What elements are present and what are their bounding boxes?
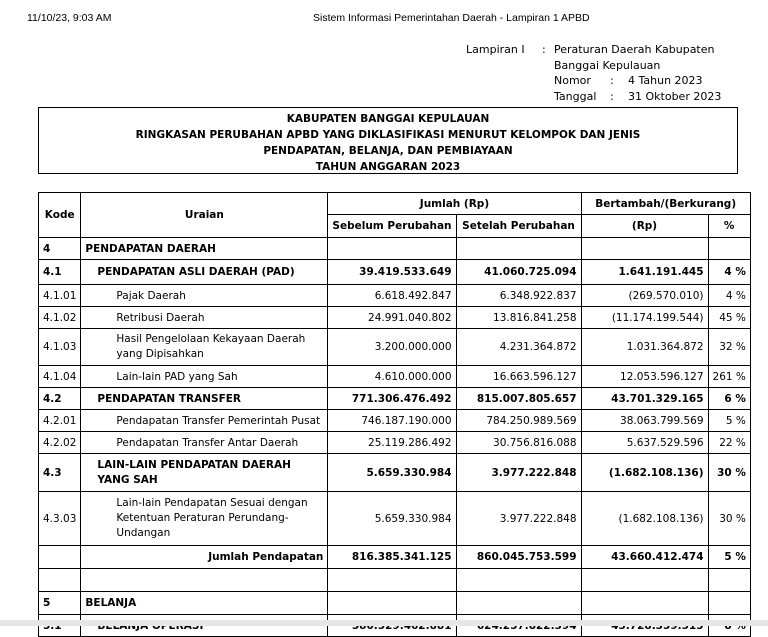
- lampiran-colon: :: [542, 43, 546, 56]
- cell-selisih: [581, 569, 708, 592]
- cell-sebelum: 4.610.000.000: [328, 366, 456, 388]
- cell-selisih: (11.174.199.544): [581, 307, 708, 329]
- cell-uraian: Retribusi Daerah: [81, 307, 328, 329]
- cell-sebelum: [328, 238, 456, 260]
- header-kode: Kode: [39, 193, 81, 238]
- cell-uraian: Hasil Pengelolaan Kekayaan Daerah yang Dipisahkan: [81, 329, 328, 366]
- table-row: [39, 329, 751, 366]
- cell-sebelum: 771.306.476.492: [328, 388, 456, 410]
- cell-sebelum: 5.659.330.984: [328, 454, 456, 492]
- cell-kode: 5: [39, 592, 81, 615]
- cell-kode: 4.3: [39, 454, 81, 492]
- header-bertambah: Bertambah/(Berkurang): [581, 193, 750, 215]
- cell-kode: 4.1.03: [39, 329, 81, 366]
- cell-persen: 261 %: [708, 366, 750, 388]
- cell-sebelum: 3.200.000.000: [328, 329, 456, 366]
- nomor-colon: :: [610, 74, 614, 87]
- nomor-label: Nomor: [554, 74, 591, 87]
- cell-persen: 32 %: [708, 329, 750, 366]
- cell-sebelum: 5.659.330.984: [328, 492, 456, 546]
- cell-sebelum: 39.419.533.649: [328, 260, 456, 285]
- cell-selisih: 43.701.329.165: [581, 388, 708, 410]
- cell-persen: [708, 592, 750, 615]
- table-row-empty: [39, 569, 751, 592]
- cell-uraian: Lain-lain Pendapatan Sesuai dengan Ketentuan Peraturan Perundang-Undangan: [81, 492, 328, 546]
- cell-kode: 4.2.01: [39, 410, 81, 432]
- cell-uraian: Lain-lain PAD yang Sah: [81, 366, 328, 388]
- cell-setelah: 4.231.364.872: [456, 329, 581, 366]
- cell-persen: [708, 569, 750, 592]
- cell-uraian: PENDAPATAN TRANSFER: [81, 388, 328, 410]
- cell-kode: [39, 546, 81, 569]
- table-row: [39, 285, 751, 307]
- table-row: [39, 592, 751, 615]
- cell-kode: 4.1.01: [39, 285, 81, 307]
- cell-selisih: (1.682.108.136): [581, 454, 708, 492]
- header-persen: %: [708, 215, 750, 238]
- cell-persen: 6 %: [708, 388, 750, 410]
- cell-uraian: [81, 569, 328, 592]
- table-row: [39, 307, 751, 329]
- cell-sebelum: [328, 592, 456, 615]
- cell-selisih: (269.570.010): [581, 285, 708, 307]
- cell-selisih: [581, 238, 708, 260]
- cell-uraian: LAIN-LAIN PENDAPATAN DAERAH YANG SAH: [81, 454, 328, 492]
- cell-setelah: 13.816.841.258: [456, 307, 581, 329]
- cell-kode: 4.1: [39, 260, 81, 285]
- cell-kode: 4.2.02: [39, 432, 81, 454]
- cell-persen: 45 %: [708, 307, 750, 329]
- cell-sebelum: 24.991.040.802: [328, 307, 456, 329]
- cell-kode: 4.2: [39, 388, 81, 410]
- header-jumlah: Jumlah (Rp): [328, 193, 581, 215]
- title-line-3: PENDAPATAN, BELANJA, DAN PEMBIAYAAN: [263, 145, 513, 157]
- table-row: [39, 260, 751, 285]
- table-row-total: [39, 546, 751, 569]
- cell-setelah: 16.663.596.127: [456, 366, 581, 388]
- cell-setelah: 3.977.222.848: [456, 492, 581, 546]
- print-datetime: 11/10/23, 9:03 AM: [27, 12, 112, 24]
- cell-selisih: 43.660.412.474: [581, 546, 708, 569]
- cell-sebelum: 816.385.341.125: [328, 546, 456, 569]
- print-page-title: Sistem Informasi Pemerintahan Daerah - Lampiran 1 APBD: [313, 12, 590, 24]
- header-setelah: Setelah Perubahan: [456, 215, 581, 238]
- table-row: [39, 366, 751, 388]
- title-line-1: KABUPATEN BANGGAI KEPULAUAN: [286, 113, 490, 125]
- header-sebelum: Sebelum Perubahan: [328, 215, 456, 238]
- cell-kode: [39, 569, 81, 592]
- cell-setelah: [456, 238, 581, 260]
- cell-uraian: Jumlah Pendapatan: [81, 546, 328, 569]
- header-rp: (Rp): [581, 215, 708, 238]
- cell-persen: 4 %: [708, 260, 750, 285]
- cell-kode: 4: [39, 238, 81, 260]
- cell-selisih: 38.063.799.569: [581, 410, 708, 432]
- page-bottom-edge: [0, 620, 768, 626]
- print-header: [0, 12, 768, 26]
- lampiran-block: [466, 42, 721, 104]
- cell-sebelum: 25.119.286.492: [328, 432, 456, 454]
- cell-persen: 30 %: [708, 454, 750, 492]
- cell-uraian: Pendapatan Transfer Pemerintah Pusat: [81, 410, 328, 432]
- cell-selisih: 1.031.364.872: [581, 329, 708, 366]
- cell-setelah: 6.348.922.837: [456, 285, 581, 307]
- table-row: [39, 432, 751, 454]
- tanggal-colon: :: [610, 89, 614, 103]
- lampiran-line2: Banggai Kepulauan: [554, 58, 661, 72]
- table-row: [39, 454, 751, 492]
- cell-uraian: Pendapatan Transfer Antar Daerah: [81, 432, 328, 454]
- cell-sebelum: 6.618.492.847: [328, 285, 456, 307]
- cell-persen: 4 %: [708, 285, 750, 307]
- title-line-4: TAHUN ANGGARAN 2023: [315, 161, 461, 173]
- cell-setelah: 860.045.753.599: [456, 546, 581, 569]
- apbd-summary-table: [38, 192, 751, 637]
- table-row: [39, 492, 751, 546]
- cell-selisih: 5.637.529.596: [581, 432, 708, 454]
- cell-selisih: 12.053.596.127: [581, 366, 708, 388]
- cell-selisih: 1.641.191.445: [581, 260, 708, 285]
- nomor-value: 4 Tahun 2023: [628, 74, 703, 87]
- cell-setelah: 815.007.805.657: [456, 388, 581, 410]
- table-row: [39, 238, 751, 260]
- lampiran-label: Lampiran I: [466, 43, 525, 56]
- cell-setelah: 3.977.222.848: [456, 454, 581, 492]
- document-title-box: [38, 107, 738, 174]
- cell-setelah: 784.250.989.569: [456, 410, 581, 432]
- cell-persen: 22 %: [708, 432, 750, 454]
- cell-selisih: (1.682.108.136): [581, 492, 708, 546]
- cell-setelah: 41.060.725.094: [456, 260, 581, 285]
- header-uraian: Uraian: [81, 193, 328, 238]
- cell-persen: [708, 238, 750, 260]
- cell-uraian: BELANJA: [81, 592, 328, 615]
- cell-kode: 4.1.02: [39, 307, 81, 329]
- cell-selisih: [581, 592, 708, 615]
- cell-uraian: Pajak Daerah: [81, 285, 328, 307]
- cell-kode: 4.1.04: [39, 366, 81, 388]
- table-row: [39, 410, 751, 432]
- cell-setelah: 30.756.816.088: [456, 432, 581, 454]
- cell-persen: 5 %: [708, 410, 750, 432]
- cell-setelah: [456, 592, 581, 615]
- cell-uraian: PENDAPATAN DAERAH: [81, 238, 328, 260]
- tanggal-value: 31 Oktober 2023: [628, 89, 722, 103]
- cell-kode: 4.3.03: [39, 492, 81, 546]
- tanggal-label: Tanggal: [554, 89, 597, 103]
- cell-persen: 30 %: [708, 492, 750, 546]
- cell-sebelum: 746.187.190.000: [328, 410, 456, 432]
- title-line-2: RINGKASAN PERUBAHAN APBD YANG DIKLASIFIKASI MENURUT KELOMPOK DAN JENIS: [135, 129, 641, 141]
- lampiran-line1: Peraturan Daerah Kabupaten: [554, 43, 715, 56]
- cell-uraian: PENDAPATAN ASLI DAERAH (PAD): [81, 260, 328, 285]
- cell-persen: 5 %: [708, 546, 750, 569]
- cell-setelah: [456, 569, 581, 592]
- table-row: [39, 388, 751, 410]
- cell-sebelum: [328, 569, 456, 592]
